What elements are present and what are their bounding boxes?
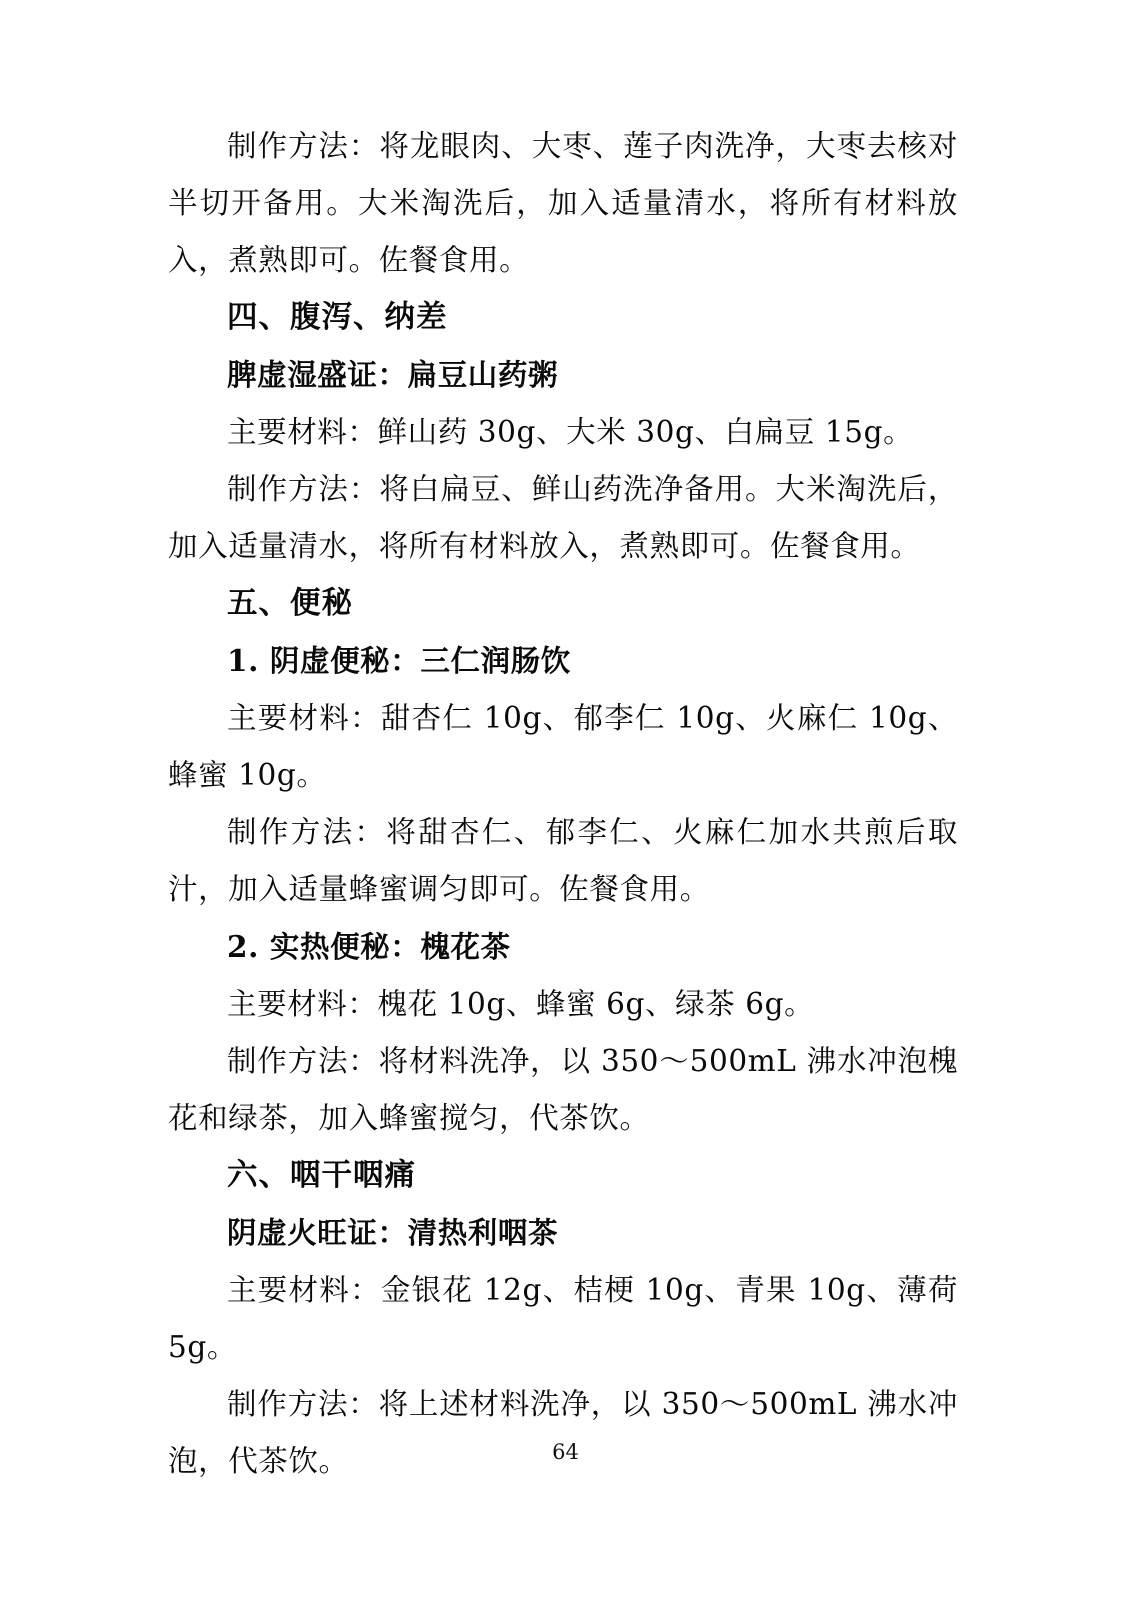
paragraph-preparation-3: 制作方法：将甜杏仁、郁李仁、火麻仁加水共煎后取汁，加入适量蜂蜜调匀即可。佐餐食用。 bbox=[168, 815, 958, 906]
paragraph-preparation-1: 制作方法：将龙眼肉、大枣、莲子肉洗净，大枣去核对半切开备用。大米淘洗后，加入适量清水，将所有材料放入，煮熟即可。佐餐食用。 bbox=[168, 129, 958, 277]
section-heading-5: 五、便秘 bbox=[227, 585, 353, 621]
paragraph-preparation-4: 制作方法：将材料洗净，以 350～500mL 沸水冲泡槐花和绿茶，加入蜂蜜搅匀，代茶饮。 bbox=[168, 1044, 958, 1135]
subsection-heading-yin-deficiency-fire bbox=[168, 1204, 958, 1262]
paragraph-ingredients-2: 主要材料：甜杏仁 10g、郁李仁 10g、火麻仁 10g、蜂蜜 10g。 bbox=[168, 701, 958, 792]
subsection-label: 阴虚火旺证： bbox=[227, 1215, 408, 1250]
paragraph-preparation-5: 制作方法：将上述材料洗净，以 350～500mL 沸水冲泡，代茶饮。 bbox=[168, 1387, 958, 1478]
recipe-name: 扁豆山药粥 bbox=[407, 357, 559, 392]
page-content bbox=[168, 118, 958, 1490]
subsection-heading-spleen-deficiency bbox=[168, 346, 958, 404]
recipe-name: 清热利咽茶 bbox=[407, 1215, 559, 1250]
page-number: 64 bbox=[552, 1440, 579, 1464]
subsection-label: 脾虚湿盛证： bbox=[227, 357, 408, 392]
paragraph-ingredients-1: 主要材料：鲜山药 30g、大米 30g、白扁豆 15g。 bbox=[227, 415, 914, 449]
subsection-label: 2. 实热便秘： bbox=[227, 929, 421, 964]
subsection-heading-yin-deficiency-constipation bbox=[168, 632, 958, 690]
section-heading-4: 四、腹泻、纳差 bbox=[227, 299, 448, 335]
recipe-name: 槐花茶 bbox=[420, 929, 511, 964]
section-heading-6: 六、咽干咽痛 bbox=[227, 1157, 416, 1193]
subsection-label: 1. 阴虚便秘： bbox=[227, 643, 421, 678]
paragraph-preparation-2: 制作方法：将白扁豆、鲜山药洗净备用。大米淘洗后，加入适量清水，将所有材料放入，煮熟即可。佐餐食用。 bbox=[168, 472, 958, 563]
subsection-heading-excess-heat-constipation bbox=[168, 918, 958, 976]
paragraph-ingredients-3: 主要材料：槐花 10g、蜂蜜 6g、绿茶 6g。 bbox=[227, 987, 815, 1021]
recipe-name: 三仁润肠饮 bbox=[420, 643, 571, 678]
paragraph-ingredients-4: 主要材料：金银花 12g、桔梗 10g、青果 10g、薄荷 5g。 bbox=[168, 1273, 958, 1364]
